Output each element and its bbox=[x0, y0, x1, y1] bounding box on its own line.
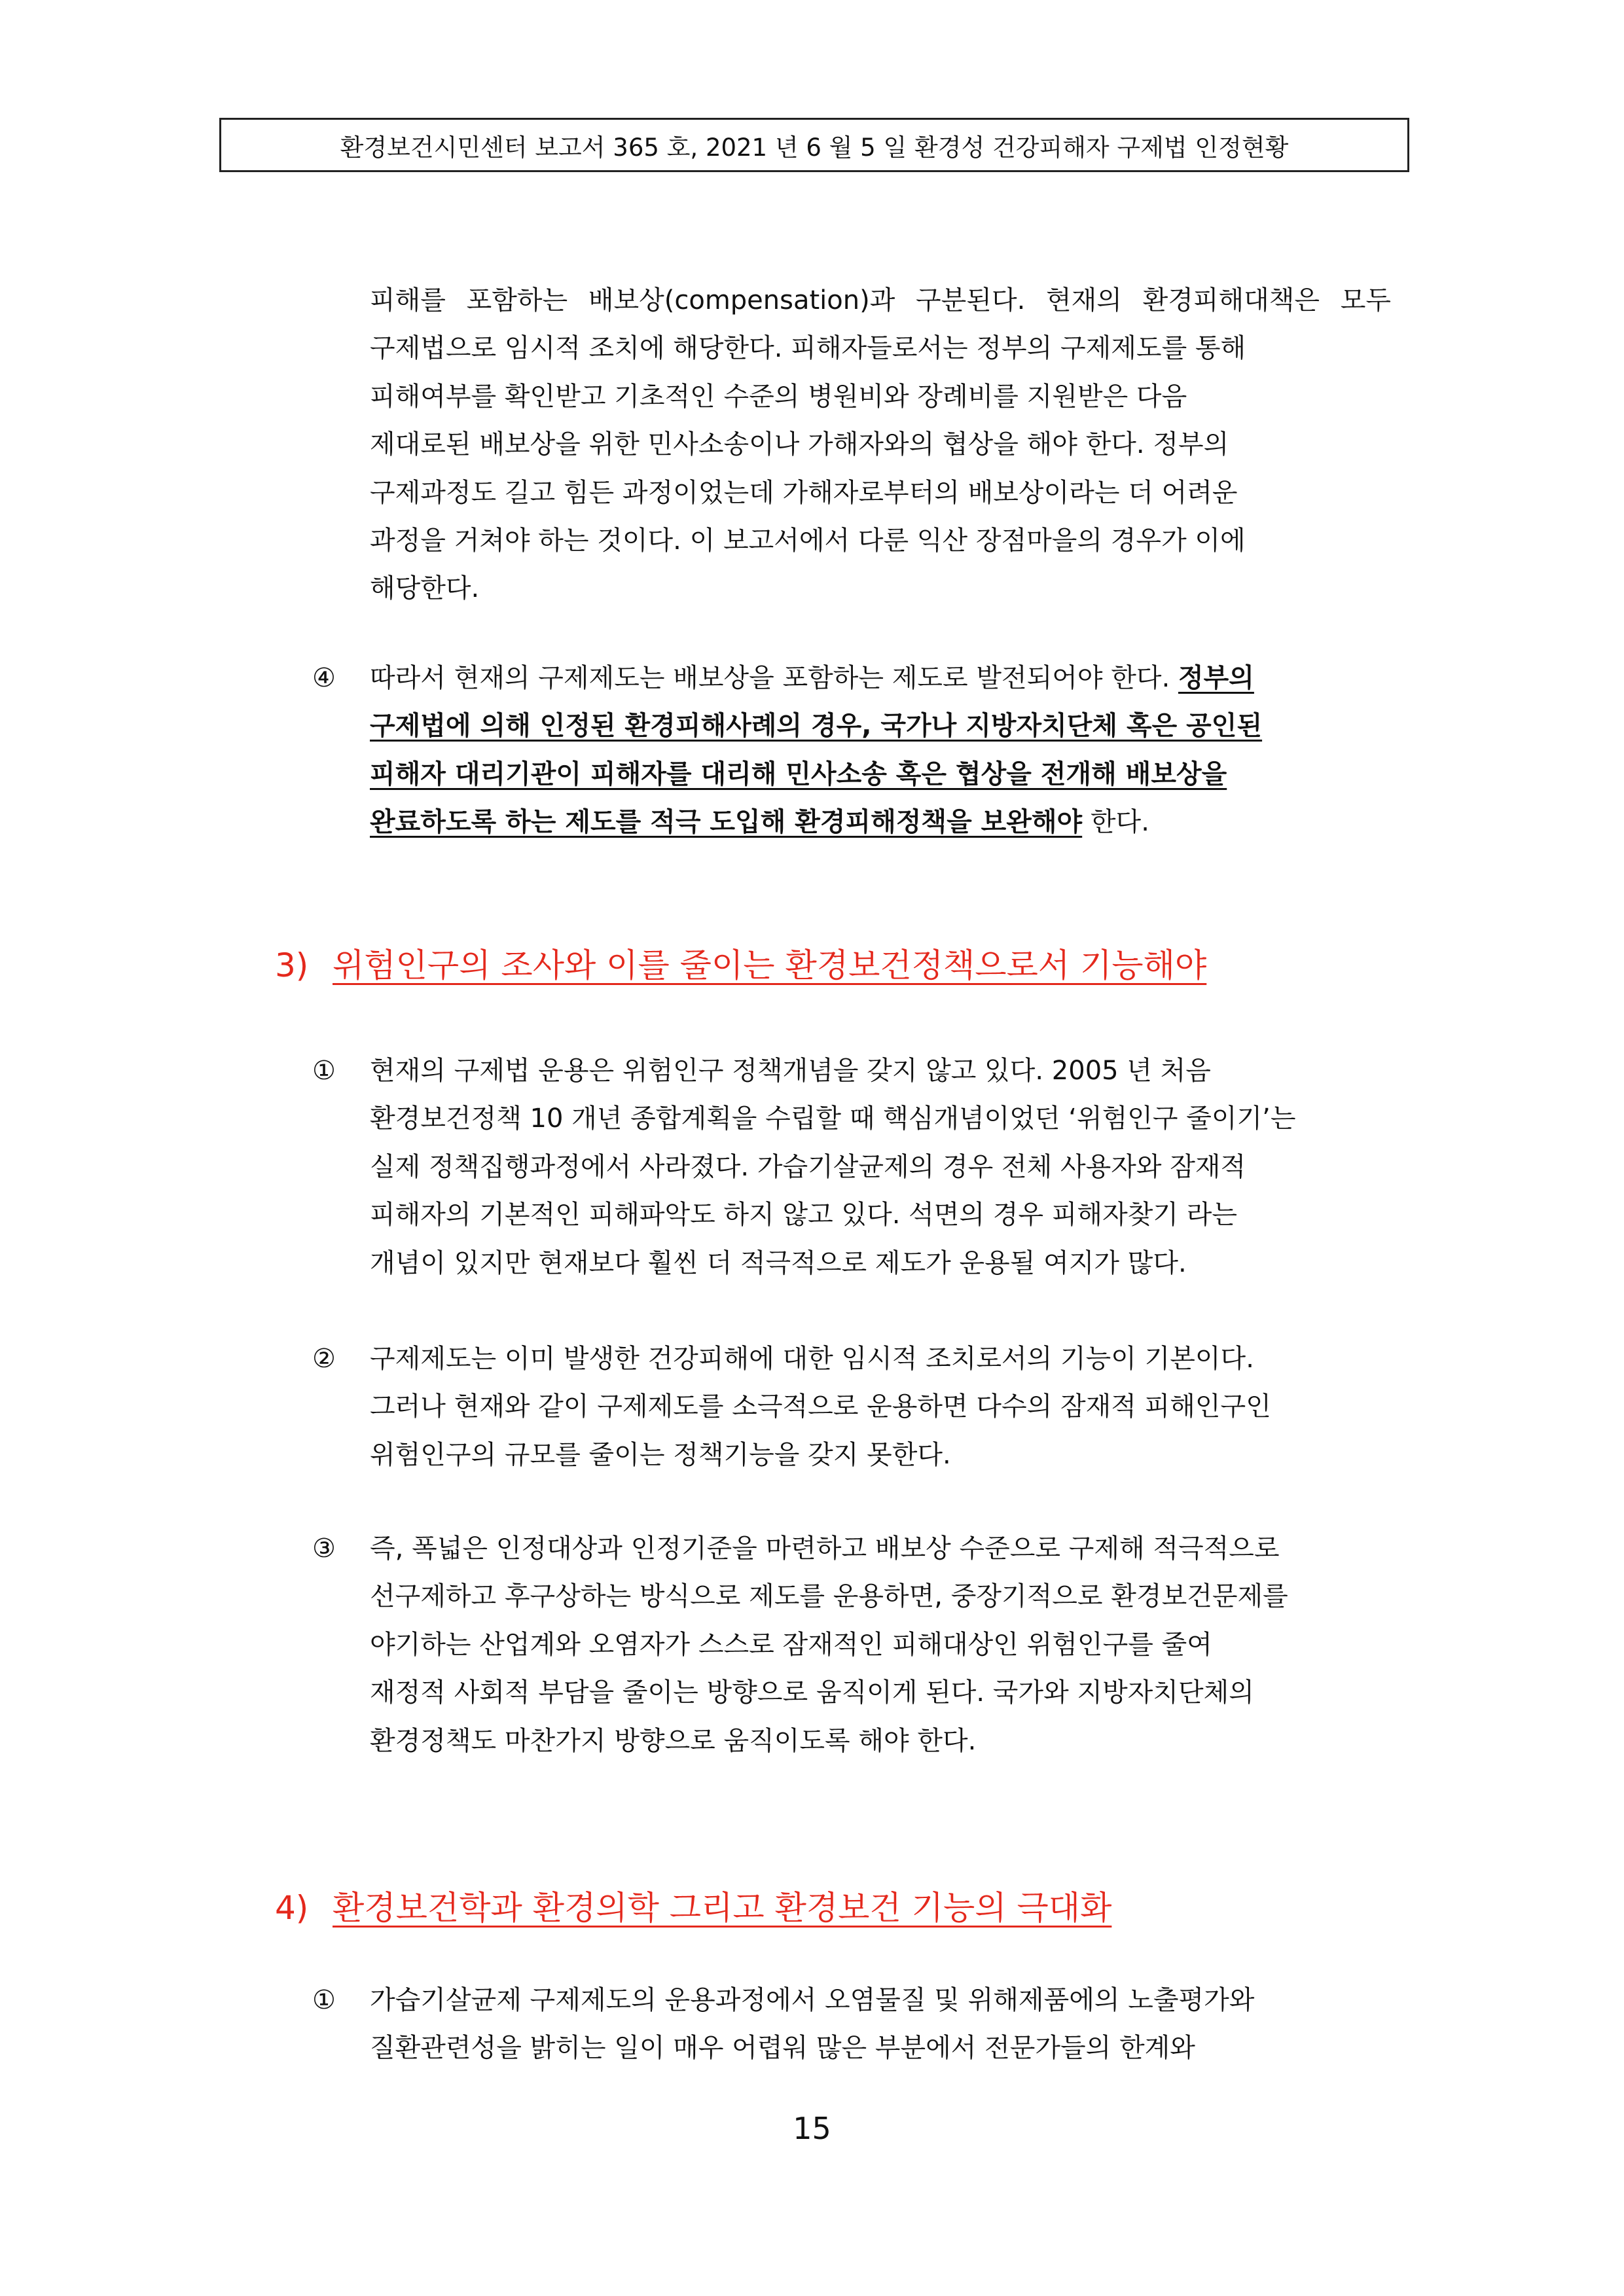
section-title: 위험인구의 조사와 이를 줄이는 환경보건정책으로서 기능해야 bbox=[333, 946, 1207, 984]
section-number: 3) bbox=[275, 946, 309, 984]
text-line: 재정적 사회적 부담을 줄이는 방향으로 움직이게 된다. 국가와 지방자치단체의 bbox=[370, 1677, 1254, 1708]
text-line: 피해여부를 확인받고 기초적인 수준의 병원비와 장례비를 지원받은 다음 bbox=[370, 381, 1187, 412]
text-line: 구제법으로 임시적 조치에 해당한다. 피해자들로서는 정부의 구제제도를 통해 bbox=[370, 333, 1246, 364]
list-marker: ① bbox=[312, 1056, 336, 1086]
section-number: 4) bbox=[275, 1889, 309, 1927]
text-line: 즉, 폭넓은 인정대상과 인정기준을 마련하고 배보상 수준으로 구제해 적극적으로 bbox=[370, 1534, 1280, 1564]
section-3-item-2 bbox=[312, 1335, 1391, 1479]
text-line: 가습기살균제 구제제도의 운용과정에서 오염물질 및 위해제품에의 노출평가와 bbox=[370, 1985, 1255, 2015]
emphasis-text: 구제법에 의해 인정된 환경피해사례의 경우, 국가나 지방자치단체 혹은 공인된 bbox=[370, 711, 1263, 742]
text-line: 개념이 있지만 현재보다 훨씬 더 적극적으로 제도가 운용될 여지가 많다. bbox=[370, 1247, 1187, 1278]
text-line: 질환관련성을 밝히는 일이 매우 어렵워 많은 부분에서 전문가들의 한계와 bbox=[370, 2033, 1195, 2064]
text-line: 현재의 구제법 운용은 위험인구 정책개념을 갖지 않고 있다. 2005 년 처음 bbox=[370, 1056, 1211, 1086]
text-line: 피해를 포함하는 배보상(compensation)과 구분된다. 현재의 환경피해대책은 모두 bbox=[370, 285, 1391, 315]
emphasis-text: 피해자 대리기관이 피해자를 대리해 민사소송 혹은 협상을 전개해 배보상을 bbox=[370, 759, 1227, 789]
text-line: 구제과정도 길고 힘든 과정이었는데 가해자로부터의 배보상이라는 더 어려운 bbox=[370, 477, 1238, 508]
list-marker: ③ bbox=[312, 1534, 336, 1564]
text-line: 제대로된 배보상을 위한 민사소송이나 가해자와의 협상을 해야 한다. 정부의 bbox=[370, 429, 1229, 460]
text-line: 위험인구의 규모를 줄이는 정책기능을 갖지 못한다. bbox=[370, 1439, 951, 1470]
section-4-item-1 bbox=[312, 1977, 1391, 2073]
page-number: 15 bbox=[793, 2111, 831, 2146]
text-line: 실제 정책집행과정에서 사라졌다. 가습기살균제의 경우 전체 사용자와 잠재적 bbox=[370, 1151, 1246, 1182]
emphasis-text: 정부의 bbox=[1178, 663, 1254, 693]
section-title: 환경보건학과 환경의학 그리고 환경보건 기능의 극대화 bbox=[333, 1889, 1112, 1927]
text-line: 그러나 현재와 같이 구제제도를 소극적으로 운용하면 다수의 잠재적 피해인구인 bbox=[370, 1391, 1271, 1422]
section-3-heading bbox=[275, 942, 1206, 988]
text-line: 환경보건정책 10 개년 종합계획을 수립할 때 핵심개념이었던 ‘위험인구 줄이기’는 bbox=[370, 1103, 1296, 1134]
text-line: 피해자의 기본적인 피해파악도 하지 않고 있다. 석면의 경우 피해자찾기 라는 bbox=[370, 1200, 1237, 1230]
section-3-item-3 bbox=[312, 1525, 1391, 1765]
emphasis-text: 완료하도록 하는 제도를 적극 도입해 환경피해정책을 보완해야 bbox=[370, 807, 1083, 838]
section-4-heading bbox=[275, 1885, 1111, 1931]
text-line: 구제제도는 이미 발생한 건강피해에 대한 임시적 조치로서의 기능이 기본이다. bbox=[370, 1344, 1254, 1374]
item-text: 따라서 현재의 구제제도는 배보상을 포함하는 제도로 발전되어야 한다. bbox=[370, 663, 1178, 693]
section-3-item-1 bbox=[312, 1047, 1391, 1287]
text-line: 환경정책도 마찬가지 방향으로 움직이도록 해야 한다. bbox=[370, 1725, 977, 1756]
list-marker: ② bbox=[312, 1344, 336, 1374]
text-line: 야기하는 산업계와 오염자가 스스로 잠재적인 피해대상인 위험인구를 줄여 bbox=[370, 1629, 1212, 1660]
item-text: 한다. bbox=[1082, 807, 1149, 838]
list-item-4 bbox=[312, 655, 1391, 847]
text-line: 해당한다. bbox=[370, 573, 480, 604]
list-marker: ④ bbox=[312, 663, 336, 693]
list-marker: ① bbox=[312, 1985, 336, 2015]
text-line: 선구제하고 후구상하는 방식으로 제도를 운용하면, 중장기적으로 환경보건문제를 bbox=[370, 1581, 1288, 1612]
page-header: 환경보건시민센터 보고서 365 호, 2021 년 6 월 5 일 환경성 건강피해자 구제법 인정현황 bbox=[219, 118, 1409, 172]
intro-paragraph bbox=[370, 277, 1391, 613]
text-line: 과정을 거쳐야 하는 것이다. 이 보고서에서 다룬 익산 장점마을의 경우가 이에 bbox=[370, 525, 1246, 556]
